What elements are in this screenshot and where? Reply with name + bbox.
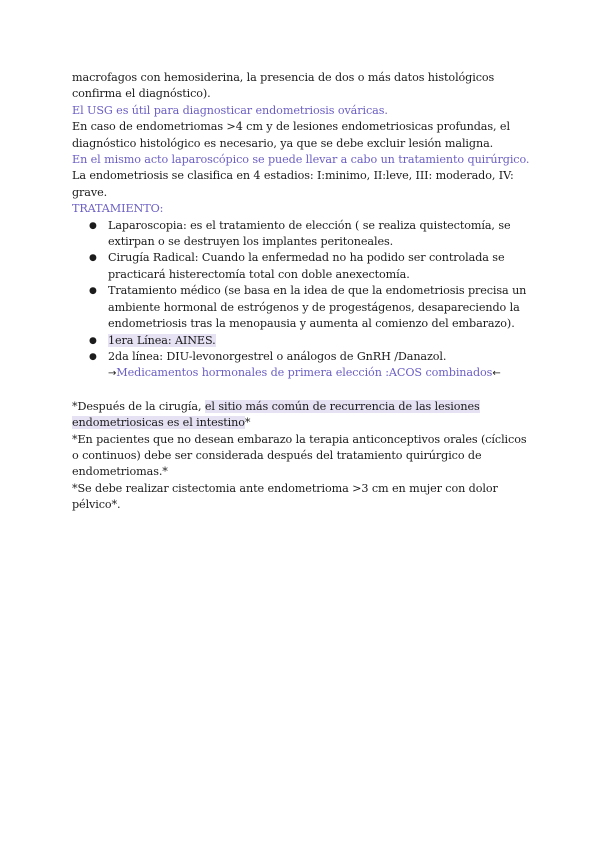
bullet-icon: ● xyxy=(89,253,97,264)
bullet-icon: ● xyxy=(89,220,97,231)
paragraph-usg: El USG es útil para diagnosticar endometriosis ováricas. xyxy=(72,103,388,117)
note-recurrence xyxy=(72,399,532,432)
section-heading-treatment: TRATAMIENTO: xyxy=(72,202,164,216)
bullet-icon: ● xyxy=(89,335,97,346)
note-recurrence-highlight-2: endometriosicas es el intestino xyxy=(72,416,245,430)
paragraph-endometriomas: En caso de endometriomas >4 cm y de lesiones endometriosicas profundas, el diagnóstico histológico es necesario, ya que se debe excluir lesión maligna. xyxy=(72,120,510,150)
sub-note-hormonal xyxy=(72,365,532,382)
paragraph-laparoscopic-treatment: En el mismo acto laparoscópico se puede llevar a cabo un tratamiento quirúrgico. xyxy=(72,153,530,167)
note-recurrence-end: * xyxy=(244,416,251,430)
arrow-left-icon: ← xyxy=(492,368,501,380)
bullet-icon: ● xyxy=(89,351,97,362)
arrow-right-icon: → xyxy=(108,368,117,380)
list-item xyxy=(72,349,532,365)
list-item-text: Laparoscopia: es el tratamiento de elección ( se realiza quistectomía, se extirpan o se destruyen los implantes peritoneales. xyxy=(108,218,511,249)
paragraph-classification: La endometriosis se clasifica en 4 estadios: I:minimo, II:leve, III: moderado, IV: grave. xyxy=(72,169,514,199)
list-item-text: Cirugía Radical: Cuando la enfermedad no ha podido ser controlada se practicará histerectomía total con doble anexectomía. xyxy=(108,251,505,281)
list-item-text: 1era Línea: AINES. xyxy=(108,333,216,347)
sub-note-text: Medicamentos hormonales de primera elección :ACOS combinados xyxy=(116,366,493,380)
list-item xyxy=(72,250,532,283)
list-item-text: 2da línea: DIU-levonorgestrel o análogos de GnRH /Danazol. xyxy=(108,349,447,363)
list-item xyxy=(72,283,532,332)
bullet-icon: ● xyxy=(89,286,97,297)
note-cystectomy: *Se debe realizar cistectomia ante endometrioma >3 cm en mujer con dolor pélvico*. xyxy=(72,481,498,512)
treatment-list xyxy=(72,218,532,366)
list-item-highlighted xyxy=(72,333,532,349)
list-item xyxy=(72,218,532,251)
note-recurrence-start: *Después de la cirugía, xyxy=(72,399,205,413)
document-page xyxy=(72,70,532,514)
list-item-text: Tratamiento médico (se basa en la idea de que la endometriosis precisa un ambiente hormonal de estrógenos y de progestágenos, desapareciendo la endometriosis tras la menopausia y aumenta al comienzo del embarazo). xyxy=(108,284,527,331)
spacer xyxy=(72,383,532,399)
note-recurrence-highlight: el sitio más común de recurrencia de las lesiones xyxy=(204,399,480,413)
paragraph-diagnosis-histology: macrofagos con hemosiderina, la presencia de dos o más datos histológicos confirma el diagnóstico). xyxy=(72,71,495,101)
note-contraceptives: *En pacientes que no desean embarazo la terapia anticonceptivos orales (cíclicos o continuos) debe ser considerada después del tratamiento quirúrgico de endometriomas.* xyxy=(72,432,527,479)
